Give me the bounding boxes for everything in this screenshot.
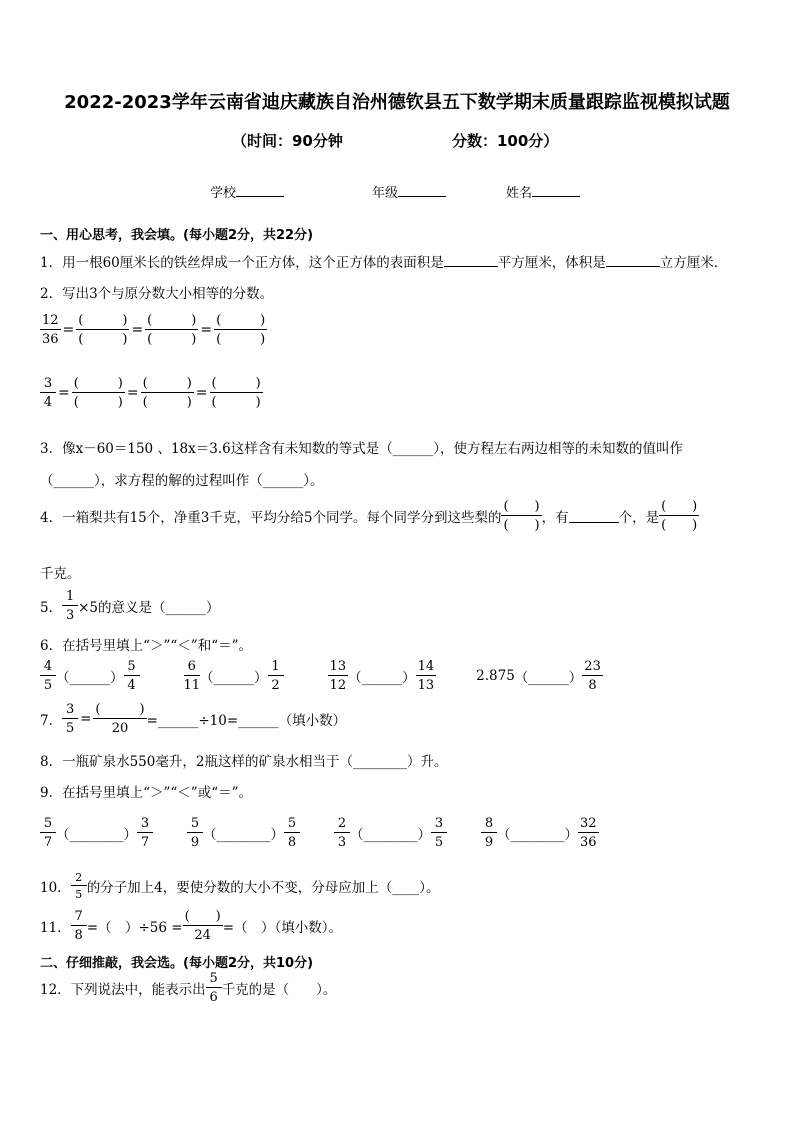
school-blank[interactable] <box>236 184 284 197</box>
name-field <box>506 182 580 201</box>
q2-blank-fraction[interactable]: $\frac{( )}{( )}$ <box>147 313 197 347</box>
section-two-heading: 二、仔细推敲，我会选。(每小题2分，共10分) <box>40 956 314 971</box>
q9-item-3-blank[interactable]: （________） <box>350 827 431 843</box>
q10-fraction: $\frac{2}{5}$ <box>71 872 87 900</box>
q1-text-a: 1．用一根60厘米长的铁丝焊成一个正方体，这个正方体的表面积是 <box>40 255 444 271</box>
q9-item-4-left: $\frac{8}{9}$ <box>481 817 497 849</box>
q2-blank-fraction[interactable]: $\frac{( )}{( )}$ <box>73 376 123 410</box>
question-10: 10． $\frac{2}{5}$ 的分子加上4，要使分数的大小不变，分母应加上（____）。 <box>40 871 440 901</box>
q1-blank-volume[interactable] <box>606 254 660 267</box>
q6-item-4-right: $\frac{23}{8}$ <box>584 659 601 693</box>
q6-item-1-right: $\frac{5}{4}$ <box>124 660 140 692</box>
question-12: 12．下列说法中，能表示出 $\frac{5}{6}$ 千克的是（ ）。 <box>40 971 337 1005</box>
question-4-unit: 千克。 <box>40 566 81 582</box>
school-field <box>210 182 284 201</box>
q6-item-3-right: $\frac{14}{13}$ <box>417 659 435 693</box>
q6-item-3-blank[interactable]: （______） <box>348 670 416 686</box>
q6-item-3-left: $\frac{13}{12}$ <box>329 659 347 693</box>
question-6: 6．在括号里填上“＞”“＜”和“＝”。 <box>40 638 252 654</box>
q11-fraction: $\frac{7}{8}$ <box>71 910 87 942</box>
q12-fraction: $\frac{5}{6}$ <box>206 972 222 1004</box>
exam-score: 分数：100分） <box>452 132 559 150</box>
question-9: 9．在括号里填上“＞”“＜”或“＝”。 <box>40 785 252 801</box>
q7-fraction: $\frac{3}{5}$ <box>62 703 78 735</box>
question-7: 7． $\frac{3}{5}$ = $\frac{( )}{20}$ =______÷10=______（填小数） <box>40 702 347 736</box>
page-title: 2022-2023学年云南省迪庆藏族自治州德钦县五下数学期末质量跟踪监视模拟试题 <box>64 92 730 113</box>
q9-item-2-left: $\frac{5}{9}$ <box>187 817 203 849</box>
section-one-heading: 一、用心思考，我会填。(每小题2分，共22分) <box>40 228 314 243</box>
name-label: 姓名 <box>506 186 533 201</box>
q1-text-c: 立方厘米． <box>659 255 728 271</box>
q9-item-2-blank[interactable]: （________） <box>203 827 284 843</box>
grade-label: 年级 <box>372 186 399 201</box>
question-11: 11． $\frac{7}{8}$ =（ ）÷56 = $\frac{( )}{24}$ =（ ）（填小数）。 <box>40 909 343 943</box>
q4-blank-fraction-2[interactable]: $\frac{( )}{( )}$ <box>661 499 698 533</box>
q9-item-4-right: $\frac{32}{36}$ <box>580 816 597 850</box>
q6-item-2-blank[interactable]: （______） <box>200 670 268 686</box>
q6-items <box>40 660 603 692</box>
question-2: 2．写出3个与原分数大小相等的分数。 <box>40 286 274 302</box>
school-label: 学校 <box>210 186 237 201</box>
q9-items <box>40 817 599 849</box>
q2-blank-fraction[interactable]: $\frac{( )}{( )}$ <box>78 313 128 347</box>
name-blank[interactable] <box>532 184 580 197</box>
q11-blank-fraction[interactable]: $\frac{( )}{24}$ <box>184 909 221 943</box>
q9-item-3-right: $\frac{3}{5}$ <box>431 817 447 849</box>
q9-item-3-left: $\frac{2}{3}$ <box>334 817 350 849</box>
q2-row-1: $\frac{12}{36}$ = $\frac{( )}{( )}$ = $\frac{( )}{( )}$ = $\frac{( )}{( )}$ <box>42 313 266 347</box>
q5-fraction: $\frac{1}{3}$ <box>62 590 78 622</box>
exam-time: （时间：90分钟 <box>232 132 343 150</box>
grade-blank[interactable] <box>398 184 446 197</box>
q6-item-4-blank[interactable]: （______） <box>514 670 583 686</box>
q2-blank-fraction[interactable]: $\frac{( )}{( )}$ <box>142 376 192 410</box>
q9-item-1-right: $\frac{3}{7}$ <box>137 817 153 849</box>
grade-field <box>372 182 446 201</box>
q9-item-1-left: $\frac{5}{7}$ <box>40 817 56 849</box>
q9-item-2-right: $\frac{5}{8}$ <box>284 817 300 849</box>
q1-blank-area[interactable] <box>444 254 498 267</box>
q4-blank-fraction-1[interactable]: $\frac{( )}{( )}$ <box>503 499 540 533</box>
q4-blank-count[interactable] <box>569 510 619 523</box>
q2-fraction-3-4: $\frac{3}{4}$ <box>40 377 56 409</box>
q6-item-1-blank[interactable]: （______） <box>56 670 124 686</box>
question-5: 5． $\frac{1}{3}$ ×5的意义是（______） <box>40 589 220 623</box>
question-3-line-2: （______），求方程的解的过程叫作（______）。 <box>40 473 324 489</box>
q2-row-2: $\frac{3}{4}$ = $\frac{( )}{( )}$ = $\frac{( )}{( )}$ = $\frac{( )}{( )}$ <box>40 377 263 409</box>
q1-text-b: 平方厘米，体积是 <box>497 255 606 271</box>
q9-item-4-blank[interactable]: （________） <box>497 827 578 843</box>
question-8: 8．一瓶矿泉水550毫升，2瓶这样的矿泉水相当于（________）升。 <box>40 754 448 770</box>
question-4: 4．一箱梨共有15个，净重3千克，平均分给5个同学。每个同学分到这些梨的 $\frac{( )}{( )}$ ，有 个，是 $\frac{( )}{( )}$ <box>40 499 698 533</box>
q9-item-1-blank[interactable]: （________） <box>56 827 137 843</box>
q2-blank-fraction[interactable]: $\frac{( )}{( )}$ <box>216 313 266 347</box>
q2-fraction-12-36: $\frac{12}{36}$ <box>42 313 59 347</box>
question-3-line-1: 3．像x－60＝150 、18x＝3.6这样含有未知数的等式是（______），使方程左右两边相等的未知数的值叫作 <box>40 441 683 457</box>
q6-item-2-right: $\frac{1}{2}$ <box>268 660 284 692</box>
q2-blank-fraction[interactable]: $\frac{( )}{( )}$ <box>211 376 261 410</box>
q7-blank-fraction[interactable]: $\frac{( )}{20}$ <box>95 702 145 736</box>
q6-item-4-left: 2.875 <box>476 668 515 684</box>
q6-item-2-left: $\frac{6}{11}$ <box>183 659 201 693</box>
question-1 <box>40 251 727 271</box>
q6-item-1-left: $\frac{4}{5}$ <box>40 660 56 692</box>
